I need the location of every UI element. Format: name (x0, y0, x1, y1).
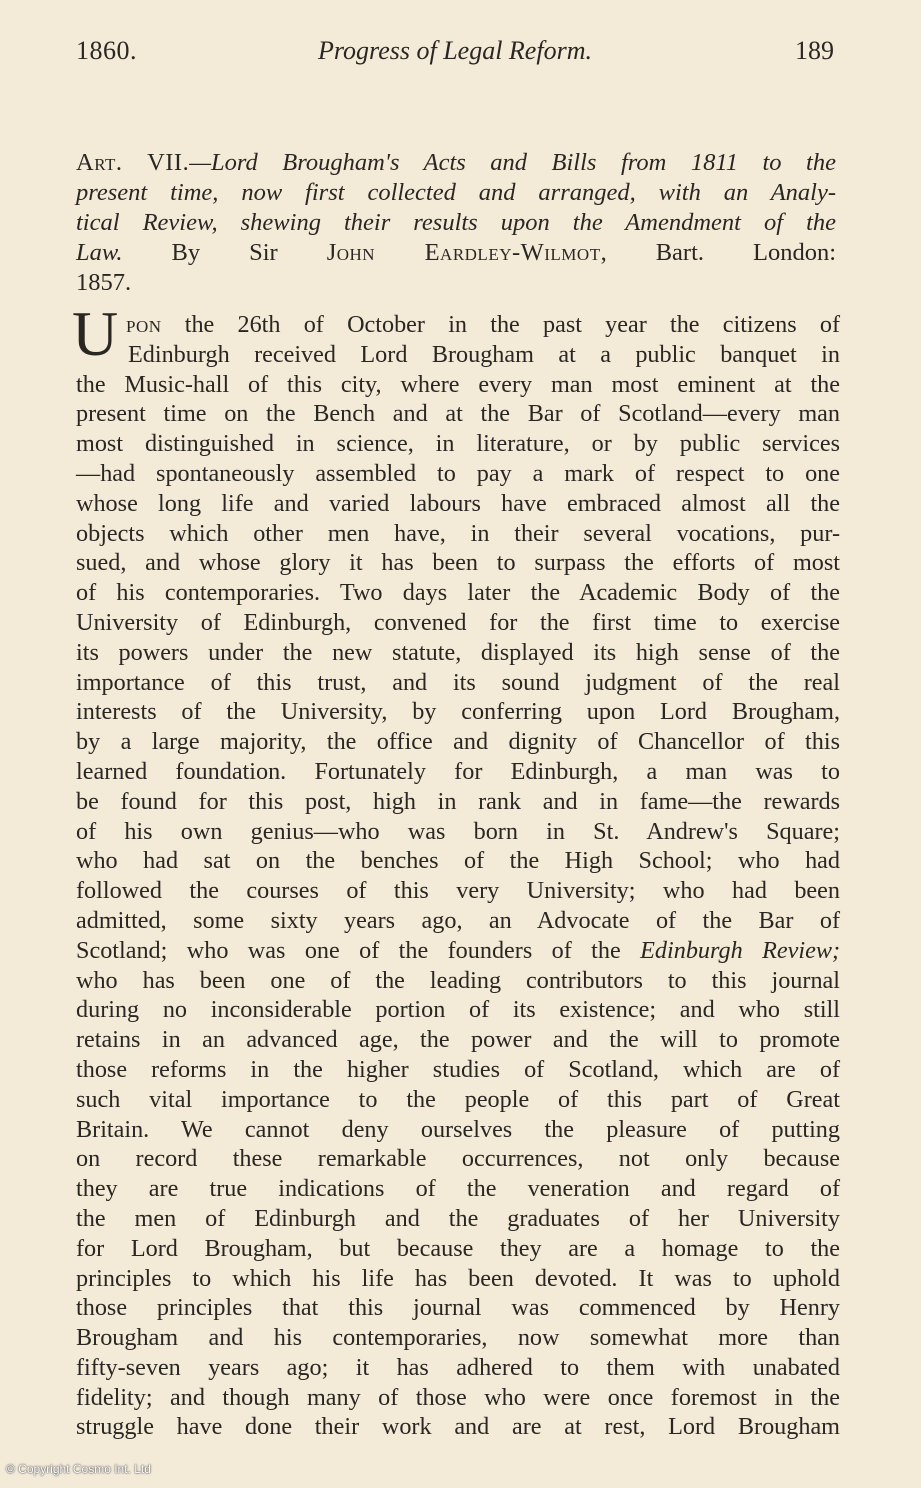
article-label: Art. VII. (76, 149, 190, 176)
body-line: they are true indications of the veneration and regard of (76, 1175, 840, 1203)
running-head (76, 34, 834, 68)
body-line: by a large majority, the office and dignity of Chancellor of this (76, 728, 840, 756)
article-heading (76, 148, 836, 298)
body-line: whose long life and varied labours have embraced almost all the (76, 489, 840, 517)
body-line: be found for this post, high in rank and in fame—the rewards (76, 787, 840, 815)
body-line: those principles that this journal was commenced by Henry (76, 1294, 840, 1322)
body-line: objects which other men have, in their several vocations, pur- (76, 519, 840, 547)
heading-line-5: 1857. (76, 269, 132, 296)
body-line: Edinburgh received Lord Brougham at a public banquet in (128, 340, 840, 368)
body-line: for Lord Brougham, but because they are a homage to the (76, 1234, 840, 1262)
body-line: the Music-hall of this city, where every man most eminent at the (76, 370, 840, 398)
running-head-title: Progress of Legal Reform. (318, 36, 592, 65)
body-line: pon the 26th of October in the past year the citizens of (126, 311, 840, 338)
body-line: fidelity; and though many of those who were once foremost in the (76, 1383, 840, 1411)
body-line: the men of Edinburgh and the graduates of her University (76, 1204, 840, 1232)
body-line: principles to which his life has been devoted. It was to uphold (76, 1264, 840, 1292)
body-line: importance of this trust, and its sound judgment of the real (76, 668, 840, 696)
running-head-year: 1860. (76, 36, 137, 65)
body-line: Brougham and his contemporaries, now somewhat more than (76, 1324, 840, 1352)
heading-line-3: tical Review, shewing their results upon the Amendment of the (76, 209, 836, 236)
body-line: Britain. We cannot deny ourselves the pleasure of putting (76, 1115, 840, 1143)
page-number: 189 (795, 36, 834, 65)
body-line: most distinguished in science, in literature, or by public services (76, 430, 840, 458)
body-line: such vital importance to the people of this part of Great (76, 1085, 840, 1113)
body-line: who has been one of the leading contributors to this journal (76, 966, 840, 994)
heading-line-1: Art. VII.—Lord Brougham's Acts and Bills from 1811 to the (76, 149, 836, 176)
author-name: John Eardley-Wilmot (326, 239, 601, 266)
italic-journal-title: Edinburgh Review; (640, 936, 841, 964)
body-line: of his contemporaries. Two days later the Academic Body of the (76, 579, 840, 607)
body-line: followed the courses of this very University; who had been (76, 877, 840, 905)
body-line: its powers under the new statute, displayed its high sense of the (76, 638, 840, 666)
body-line: who had sat on the benches of the High School; who had (76, 847, 840, 875)
body-line: fifty-seven years ago; it has adhered to them with unabated (76, 1353, 840, 1381)
body-line: those reforms in the higher studies of Scotland, which are of (76, 1055, 840, 1083)
body-line: interests of the University, by conferring upon Lord Brougham, (76, 698, 840, 726)
article-body (76, 310, 840, 1442)
body-line: during no inconsiderable portion of its existence; and who still (76, 996, 840, 1024)
body-line: of his own genius—who was born in St. Andrew's Square; (76, 817, 840, 845)
body-line: struggle have done their work and are at rest, Lord Brougham (76, 1413, 840, 1441)
body-line: present time on the Bench and at the Bar of Scotland—every man (76, 400, 840, 428)
drop-cap: U (72, 298, 119, 369)
copyright-watermark: © Copyright Cosmo Int. Ltd (6, 1462, 151, 1476)
body-line: —had spontaneously assembled to pay a mark of respect to one (76, 459, 840, 487)
body-line: Scotland; who was one of the founders of the Edinburgh Review; (76, 936, 841, 964)
body-line: sued, and whose glory it has been to surpass the efforts of most (76, 549, 840, 577)
body-line: learned foundation. Fortunately for Edinburgh, a man was to (76, 757, 840, 785)
body-line: retains in an advanced age, the power and the will to promote (76, 1026, 840, 1054)
heading-line-4: Law. By Sir John Eardley-Wilmot, Bart. London: (76, 239, 837, 266)
body-line: admitted, some sixty years ago, an Advocate of the Bar of (76, 906, 840, 934)
heading-line-2: present time, now first collected and arranged, with an Analy- (76, 179, 836, 206)
body-line: University of Edinburgh, convened for the first time to exercise (76, 608, 840, 636)
body-line: on record these remarkable occurrences, not only because (76, 1145, 840, 1173)
